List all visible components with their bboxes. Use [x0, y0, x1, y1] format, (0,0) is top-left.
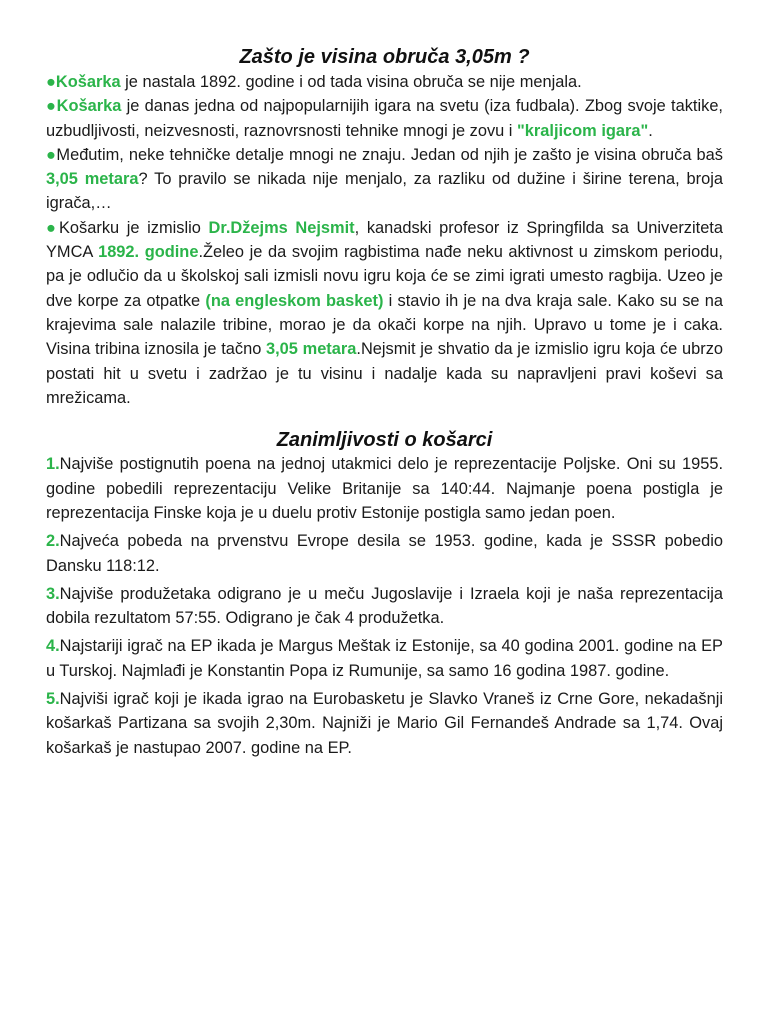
- intro-paragraph-1: [46, 70, 723, 94]
- keyword: "kraljicom igara": [517, 121, 649, 140]
- text: je danas jedna od najpopularnijih igara na svetu (iza fudbala). Zbog svoje taktike, uzbudljivosti, neizvesnosti, raznovrsnosti tehnike mnogi je zovu i: [46, 97, 723, 140]
- item-text: Najviši igrač koji je ikada igrao na Eurobasketu je Slavko Vraneš iz Crne Gore, nekadašnji košarkaš Partizana sa svojih 2,30m. Najniži je Mario Gil Fernandeš Andrade sa 1,74. Ovaj košarkaš je nastupao 2007. godine na EP.: [46, 689, 723, 757]
- keyword: Košarka: [56, 97, 122, 116]
- intro-paragraph-4: [46, 216, 723, 410]
- item-text: Najstariji igrač na EP ikada je Margus Meštak iz Estonije, sa 40 godina 2001. godine na EP u Turskoj. Najmlađi je Konstantin Popa iz Rumunije, sa samo 16 godina 1987. godine.: [46, 637, 723, 680]
- text: i stavio ih je na dva kraja sale. Kako su se na krajevima sale nalazile tribine, morao je da okači korpe na njih. Upravo u tome je i caka. Visina tribina iznosila je tačno: [46, 291, 723, 359]
- item-number: 4.: [46, 637, 60, 656]
- intro-paragraph-2: [46, 94, 723, 143]
- item-number: 5.: [46, 689, 60, 708]
- item-text: Najveća pobeda na prvenstvu Evrope desila se 1953. godine, kada je SSSR pobedio Dansku 118:12.: [46, 532, 723, 575]
- bullet-icon: ●: [46, 73, 56, 91]
- text: .Želeo je da svojim ragbistima nađe neku aktivnost u zimskom periodu, pa je odlučio da u školskoj sali izmisli novu igru koja će se zimi igrati umesto ragbija. Uzeo je dve korpe za otpatke: [46, 243, 723, 310]
- intro-section: [46, 70, 723, 410]
- text: .: [648, 121, 653, 140]
- section-title: Zanimljivosti o košarci: [276, 429, 493, 452]
- bullet-icon: ●: [46, 97, 57, 116]
- text: .Nejsmit je shvatio da je izmislio igru koja će ubrzo postati hit u svetu i zadržao je tu visinu i nadalje kada su napravljeni pravi koševi sa mrežicama.: [46, 340, 724, 407]
- bullet-icon: ●: [46, 145, 57, 164]
- list-item: [46, 687, 723, 761]
- intro-paragraph-3: [46, 143, 723, 216]
- text: je nastala 1892. godine i od tada visina obruča se nije menjala.: [120, 73, 582, 91]
- keyword: 1892. godine: [98, 243, 199, 262]
- bullet-icon: ●: [46, 218, 59, 237]
- text: ? To pravilo se nikada nije menjalo, za razliku od dužine i širine terena, broja igrača,…: [46, 170, 723, 213]
- page-title: Zašto je visina obruča 3,05m ?: [239, 46, 530, 68]
- item-text: Najviše postignutih poena na jednoj utakmici delo je reprezentacije Poljske. Oni su 1955. godine pobedili reprezentaciju Velike Britanije sa 140:44. Najmanje poena postigla je reprezentacija Finske koja je u duelu protiv Estonije postigla samo jedan poen.: [46, 455, 723, 523]
- keyword: Dr.Džejms Nejsmit: [208, 218, 355, 237]
- text: , kanadski profesor iz Springfilda sa Univerziteta YMCA: [46, 218, 723, 262]
- list-item: [46, 529, 723, 578]
- keyword: 3,05 metara: [46, 170, 139, 189]
- item-text: Najviše produžetaka odigrano je u meču Jugoslavije i Izraela koji je naša reprezentacija dobila rezultatom 57:55. Odigrano je čak 4 produžetka.: [46, 584, 723, 628]
- list-item: [46, 452, 723, 526]
- keyword: 3,05 metara: [266, 340, 357, 359]
- item-number: 2.: [46, 532, 60, 551]
- list-item: [46, 634, 723, 683]
- item-number: 3.: [46, 584, 60, 603]
- keyword: (na engleskom basket): [205, 291, 384, 310]
- facts-list: [46, 452, 723, 760]
- item-number: 1.: [46, 455, 60, 474]
- text: Međutim, neke tehničke detalje mnogi ne znaju. Jedan od njih je zašto je visina obruča baš: [56, 145, 723, 164]
- list-item: [46, 582, 723, 631]
- text: Košarku je izmislio: [59, 218, 209, 237]
- keyword: Košarka: [55, 73, 121, 91]
